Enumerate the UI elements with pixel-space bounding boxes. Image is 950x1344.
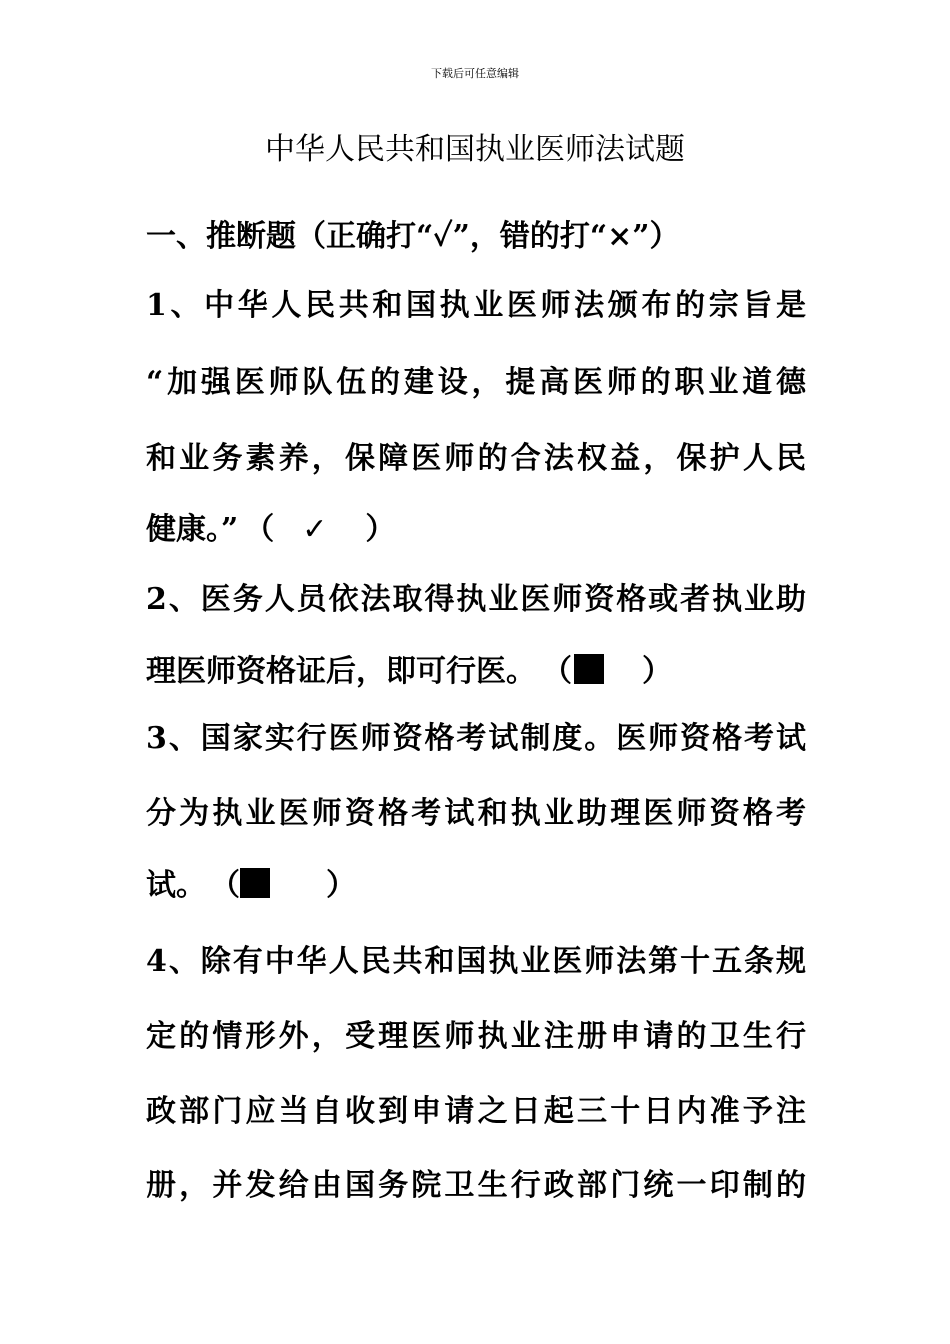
- question-3-line-3: [146, 862, 806, 910]
- question-2-line-1: 2、医务人员依法取得执业医师资格或者执业助: [146, 582, 806, 617]
- answer-open-paren: （: [244, 512, 275, 547]
- question-4-line-3: 政部门应当自收到申请之日起三十日内准予注: [146, 1094, 806, 1129]
- question-4-line-2: 定的情形外，受理医师执业注册申请的卫生行: [146, 1019, 806, 1054]
- answer-open-paren: （: [210, 868, 240, 903]
- question-3-line-2: 分为执业医师资格考试和执业助理医师资格考: [146, 796, 806, 831]
- question-1-line-2: “加强医师队伍的建设，提高医师的职业道德: [146, 365, 806, 400]
- question-3-line-1: 3、国家实行医师资格考试制度。医师资格考试: [146, 721, 806, 756]
- answer-open-paren: （: [542, 654, 572, 689]
- question-2-ending: 理医师资格证后，即可行医。: [146, 654, 536, 689]
- answer-fill-block: [574, 654, 604, 684]
- question-1-ending: 健康。”: [146, 512, 239, 547]
- document-title: 中华人民共和国执业医师法试题: [265, 132, 685, 167]
- question-3-ending: 试。: [146, 868, 206, 903]
- answer-close-paren: ）: [326, 868, 356, 903]
- question-4-line-1: 4、除有中华人民共和国执业医师法第十五条规: [146, 944, 806, 979]
- answer-fill-block: [240, 868, 270, 898]
- answer-close-paren: ）: [642, 654, 672, 689]
- question-1-line-1: 1、中华人民共和国执业医师法颁布的宗旨是: [146, 288, 806, 323]
- header-note: 下载后可任意编辑: [431, 67, 519, 80]
- section-heading: 一、推断题（正确打“✓”，错的打“×”）: [146, 219, 680, 254]
- question-2-line-2: [146, 648, 806, 696]
- question-1-line-3: 和业务素养，保障医师的合法权益，保护人民: [146, 441, 806, 476]
- check-mark-icon: ✓: [302, 512, 328, 547]
- answer-close-paren: ）: [365, 512, 396, 547]
- question-1-line-4: [146, 506, 806, 554]
- question-4-line-4: 册，并发给由国务院卫生行政部门统一印制的: [146, 1168, 806, 1203]
